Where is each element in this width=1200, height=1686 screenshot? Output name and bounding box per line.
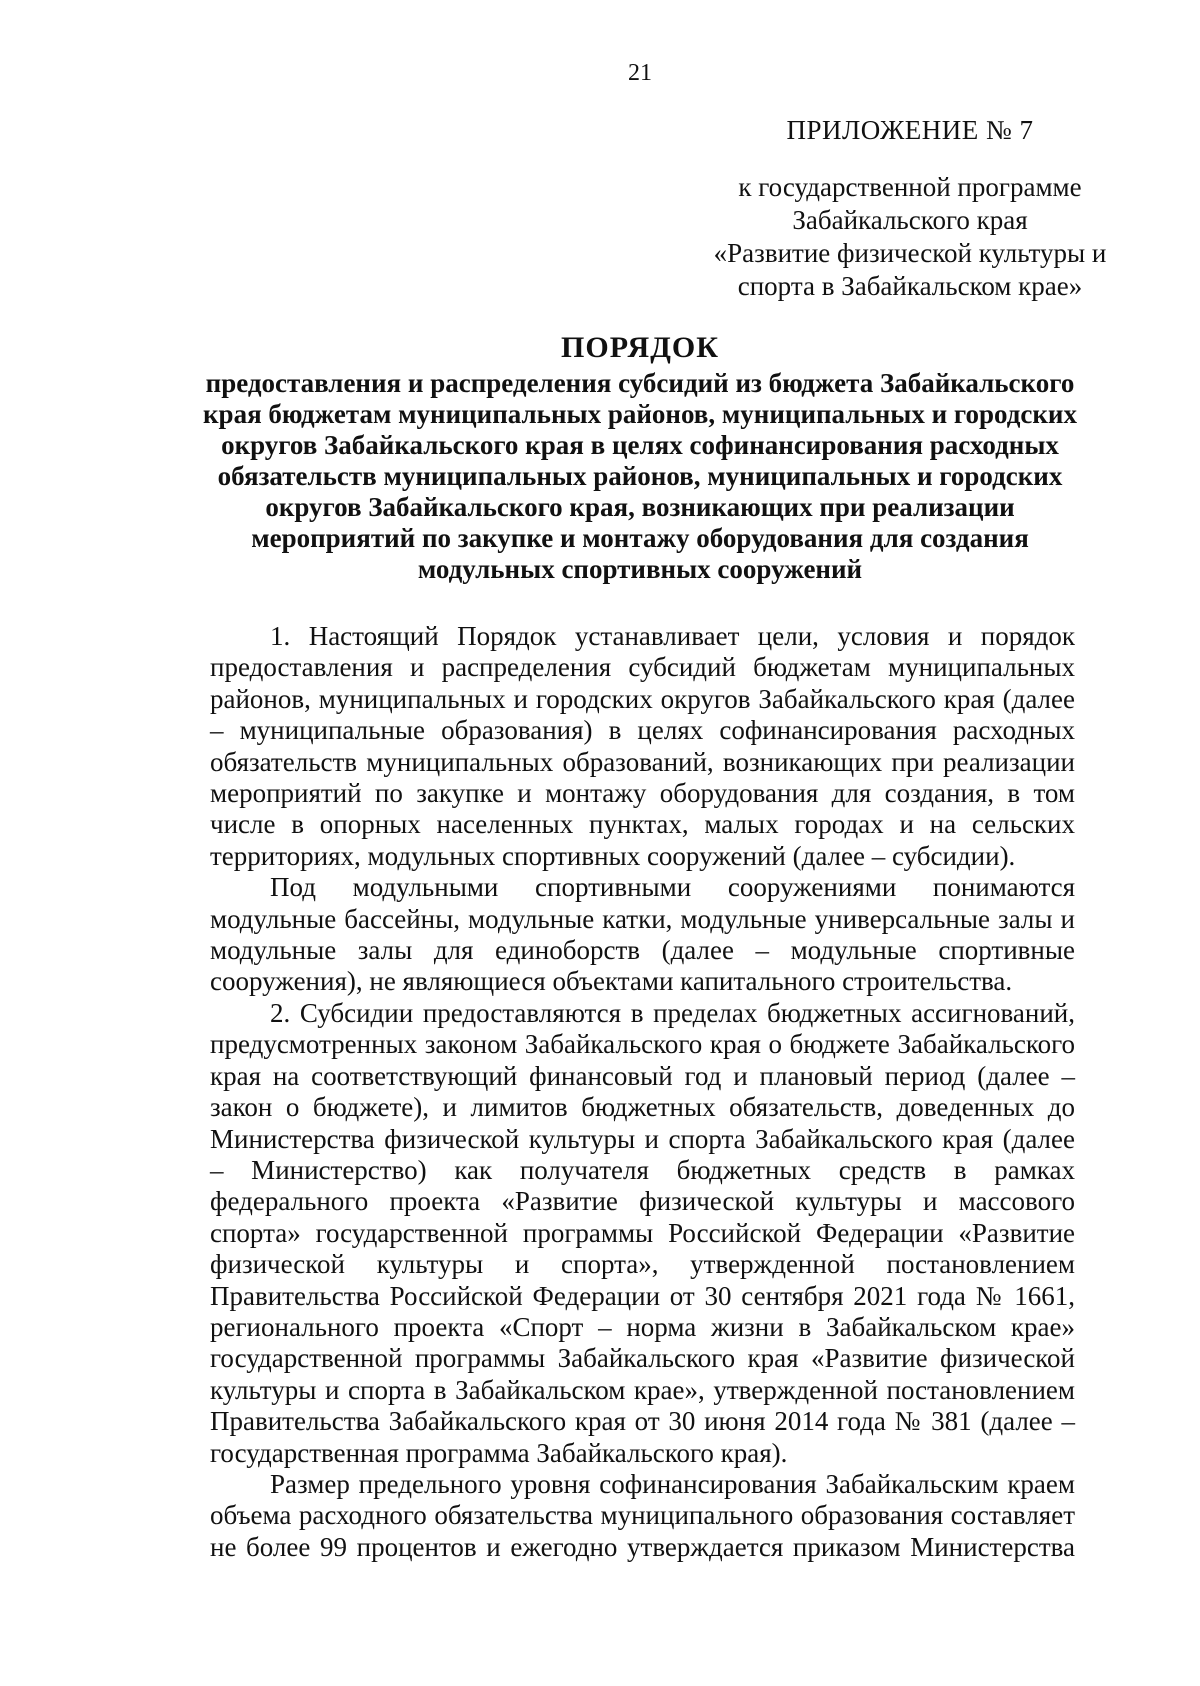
- paragraph: Под модульными спортивными сооружениями понимаются модульные бассейны, модульные катки, модульные универсальные залы и модульные залы для единоборств (далее – модульные спортивные сооружения), не являющиеся объектами капитального строительства.: [210, 872, 1075, 997]
- appendix-line: «Развитие физической культуры и: [713, 238, 1107, 268]
- appendix-line: к государственной программе: [738, 172, 1082, 202]
- paragraph: 2. Субсидии предоставляются в пределах бюджетных ассигнований, предусмотренных законом Забайкальского края о бюджете Забайкальского края на соответствующий финансовый год и плановый период (далее – закон о бюджете), и лимитов бюджетных обязательств, доведенных до Министерства физической культуры и спорта Забайкальского края (далее – Министерство) как получателя бюджетных средств в рамках федерального проекта «Развитие физической культуры и массового спорта» государственной программы Российской Федерации «Развитие физической культуры и спорта», утвержденной постановлением Правительства Российской Федерации от 30 сентября 2021 года № 1661, регионального проекта «Спорт – норма жизни в Забайкальском крае» государственной программы Забайкальского края «Развитие физической культуры и спорта в Забайкальском крае», утвержденной постановлением Правительства Забайкальского края от 30 июня 2014 года № 381 (далее – государственная программа Забайкальского края).: [210, 997, 1075, 1468]
- appendix-line: спорта в Забайкальском крае»: [737, 271, 1083, 301]
- document-heading: [200, 330, 1080, 585]
- document-body: [210, 621, 1075, 1563]
- paragraph: 1. Настоящий Порядок устанавливает цели, условия и порядок предоставления и распределения субсидий бюджетам муниципальных районов, муниципальных и городских округов Забайкальского края (далее – муниципальные образования) в целях софинансирования расходных обязательств муниципальных образований, возникающих при реализации мероприятий по закупке и монтажу оборудования для создания, в том числе в опорных населенных пунктах, малых городах и на сельских территориях, модульных спортивных сооружений (далее – субсидии).: [210, 621, 1075, 871]
- page-number: 21: [628, 60, 652, 86]
- paragraph: Размер предельного уровня софинансирования Забайкальским краем объема расходного обязательства муниципального образования составляет не более 99 процентов и ежегодно утверждается приказом Министерства: [210, 1468, 1075, 1562]
- document-subtitle: предоставления и распределения субсидий из бюджета Забайкальского края бюджетам муниципальных районов, муниципальных и городских округов Забайкальского края в целях софинансирования расходных обязательств муниципальных районов, муниципальных и городских округов Забайкальского края, возникающих при реализации мероприятий по закупке и монтажу оборудования для создания модульных спортивных сооружений: [203, 368, 1077, 584]
- appendix-line: Забайкальского края: [792, 205, 1028, 235]
- document-title: ПОРЯДОК: [561, 331, 719, 364]
- appendix-title: ПРИЛОЖЕНИЕ № 7: [786, 115, 1034, 145]
- appendix-block: [640, 115, 1180, 303]
